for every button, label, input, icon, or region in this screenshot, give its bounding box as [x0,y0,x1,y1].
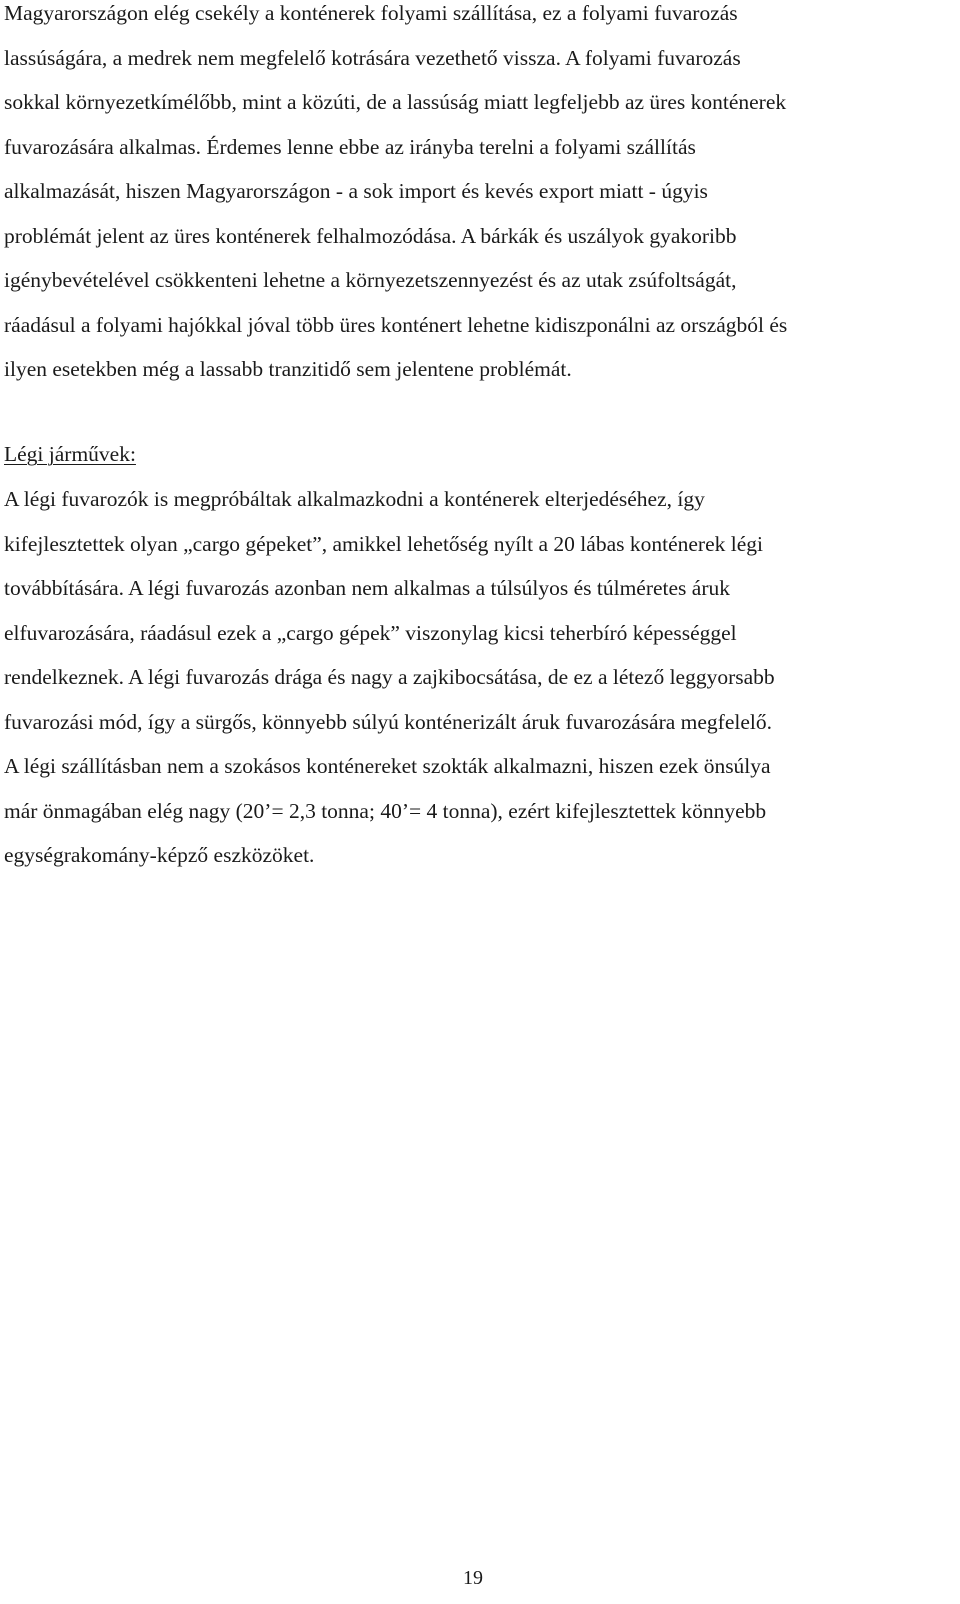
text-line: igénybevételével csökkenteni lehetne a környezetszennyezést és az utak zsúfoltságát, [4,268,737,292]
text-line: Magyarországon elég csekély a konténerek folyami szállítása, ez a folyami fuvarozás [4,1,738,25]
text-line: továbbítására. A légi fuvarozás azonban nem alkalmas a túlsúlyos és túlméretes áruk [4,576,730,600]
text-line: kifejlesztettek olyan „cargo gépeket”, amikkel lehetőség nyílt a 20 lábas konténerek légi [4,531,763,556]
text-line: sokkal környezetkímélőbb, mint a közúti, de a lassúság miatt legfeljebb az üres konténerek [4,90,787,114]
section-heading-air-vehicles: Légi járművek: [4,442,136,466]
text-line: fuvarozására alkalmas. Érdemes lenne ebbe az irányba terelni a folyami szállítás [4,134,696,159]
text-line: ráadásul a folyami hajókkal jóval több üres konténert lehetne kidiszponálni az országból és [4,312,788,337]
text-line: A légi szállításban nem a szokásos konténereket szokták alkalmazni, hiszen ezek önsúlya [4,754,771,778]
text-line: rendelkeznek. A légi fuvarozás drága és nagy a zajkibocsátása, de ez a létező leggyorsabb [4,665,775,689]
text-line: alkalmazását, hiszen Magyarországon - a sok import és kevés export miatt - úgyis [4,179,708,203]
page-number: 19 [463,1567,483,1589]
text-line: egységrakomány-képző eszközöket. [4,843,315,867]
text-line: A légi fuvarozók is megpróbáltak alkalmazkodni a konténerek elterjedéséhez, így [4,487,705,511]
text-line: problémát jelent az üres konténerek felhalmozódása. A bárkák és uszályok gyakoribb [4,223,737,248]
text-line: ilyen esetekben még a lassabb tranzitidő sem jelentene problémát. [4,357,572,381]
text-line: már önmagában elég nagy (20’= 2,3 tonna; 40’= 4 tonna), ezért kifejlesztettek könnyebb [4,798,767,823]
paragraph-air-transport [4,477,960,878]
text-line: elfuvarozására, ráadásul ezek a „cargo gépek” viszonylag kicsi teherbíró képességgel [4,620,737,645]
text-line: lassúságára, a medrek nem megfelelő kotrására vezethető vissza. A folyami fuvarozás [4,45,741,70]
paragraph-river-transport [4,0,960,392]
text-line: fuvarozási mód, így a sürgős, könnyebb súlyú konténerizált áruk fuvarozására megfelelő. [4,709,772,734]
